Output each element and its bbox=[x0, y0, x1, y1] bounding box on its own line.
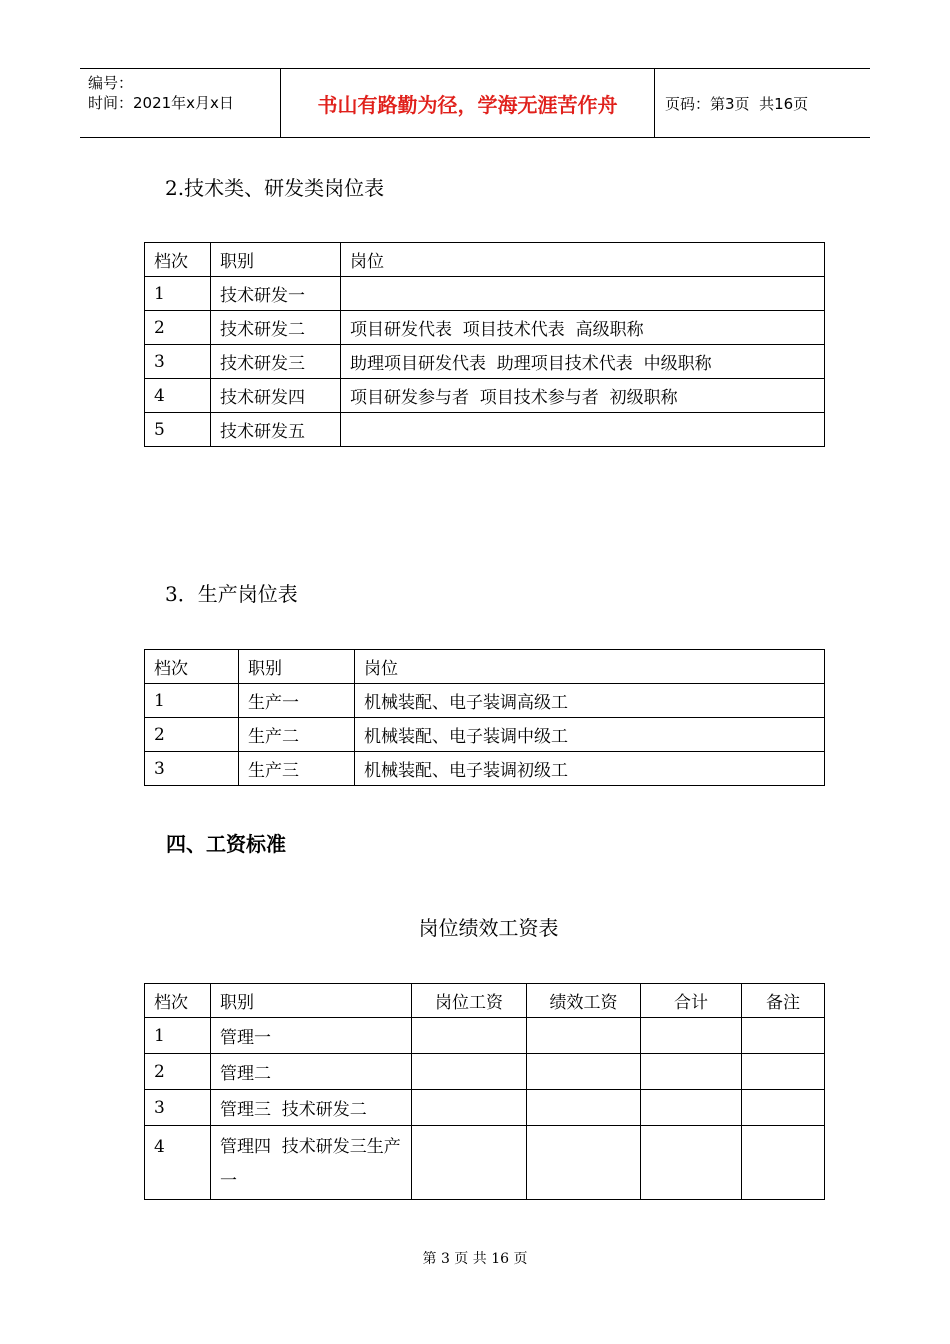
table-cell: 项目研发代表 项目技术代表 高级职称 bbox=[341, 311, 825, 345]
col-header: 备注 bbox=[742, 984, 825, 1018]
doc-number-label: 编号： bbox=[88, 74, 134, 92]
wage-section-heading: 四、工资标准 bbox=[166, 832, 286, 856]
table-cell: 机械装配、电子装调高级工 bbox=[355, 684, 825, 718]
table-row bbox=[145, 684, 825, 718]
tech-section-title: 2.技术类、研发类岗位表 bbox=[165, 176, 385, 200]
table-cell: 5 bbox=[145, 413, 211, 447]
table-cell bbox=[527, 1054, 641, 1090]
table-cell: 项目研发参与者 项目技术参与者 初级职称 bbox=[341, 379, 825, 413]
table-cell: 机械装配、电子装调初级工 bbox=[355, 752, 825, 786]
col-header: 档次 bbox=[145, 243, 211, 277]
col-header: 档次 bbox=[145, 984, 211, 1018]
header-page-label: 页码：第3页 共16页 bbox=[665, 94, 809, 113]
table-cell: 助理项目研发代表 助理项目技术代表 中级职称 bbox=[341, 345, 825, 379]
table-cell bbox=[527, 1126, 641, 1200]
table-cell bbox=[641, 1018, 742, 1054]
col-header: 合计 bbox=[641, 984, 742, 1018]
page-header bbox=[80, 68, 870, 138]
table-cell bbox=[742, 1054, 825, 1090]
doc-time-label: 时间：2021年x月x日 bbox=[88, 94, 234, 112]
table-cell: 技术研发一 bbox=[211, 277, 341, 311]
col-header: 职别 bbox=[211, 984, 412, 1018]
table-header-row bbox=[145, 243, 825, 277]
table-cell bbox=[742, 1090, 825, 1126]
table-row bbox=[145, 379, 825, 413]
col-header: 职别 bbox=[239, 650, 355, 684]
prod-position-table bbox=[144, 649, 825, 786]
tech-position-table bbox=[144, 242, 825, 447]
header-meta bbox=[80, 69, 281, 137]
table-cell: 3 bbox=[145, 752, 239, 786]
col-header: 岗位工资 bbox=[412, 984, 527, 1018]
table-cell: 3 bbox=[145, 345, 211, 379]
table-cell: 1 bbox=[145, 1018, 211, 1054]
table-row bbox=[145, 1054, 825, 1090]
table-cell bbox=[412, 1018, 527, 1054]
header-motto: 书山有路勤为径，学海无涯苦作舟 bbox=[281, 69, 655, 137]
col-header: 绩效工资 bbox=[527, 984, 641, 1018]
table-row bbox=[145, 413, 825, 447]
table-cell: 2 bbox=[145, 718, 239, 752]
col-header: 档次 bbox=[145, 650, 239, 684]
col-header: 岗位 bbox=[355, 650, 825, 684]
table-cell: 3 bbox=[145, 1090, 211, 1126]
table-cell: 管理三 技术研发二 bbox=[211, 1090, 412, 1126]
table-cell: 生产三 bbox=[239, 752, 355, 786]
table-row bbox=[145, 311, 825, 345]
table-cell: 技术研发三 bbox=[211, 345, 341, 379]
table-row bbox=[145, 752, 825, 786]
table-cell: 技术研发五 bbox=[211, 413, 341, 447]
table-cell bbox=[641, 1090, 742, 1126]
prod-section-title: 3．生产岗位表 bbox=[165, 582, 298, 606]
header-page-info bbox=[655, 69, 870, 137]
table-cell: 1 bbox=[145, 684, 239, 718]
table-row bbox=[145, 1126, 825, 1200]
table-row bbox=[145, 1090, 825, 1126]
table-cell: 生产一 bbox=[239, 684, 355, 718]
table-row bbox=[145, 345, 825, 379]
col-header: 职别 bbox=[211, 243, 341, 277]
table-row bbox=[145, 1018, 825, 1054]
table-cell: 管理一 bbox=[211, 1018, 412, 1054]
table-row bbox=[145, 718, 825, 752]
table-cell: 2 bbox=[145, 1054, 211, 1090]
table-cell: 4 bbox=[145, 1126, 211, 1200]
table-cell bbox=[412, 1054, 527, 1090]
table-cell: 管理四 技术研发三生产一 bbox=[211, 1126, 412, 1200]
table-cell bbox=[641, 1126, 742, 1200]
table-cell bbox=[341, 413, 825, 447]
table-cell bbox=[527, 1090, 641, 1126]
table-cell: 机械装配、电子装调中级工 bbox=[355, 718, 825, 752]
col-header: 岗位 bbox=[341, 243, 825, 277]
table-cell: 1 bbox=[145, 277, 211, 311]
table-cell bbox=[742, 1018, 825, 1054]
table-cell: 4 bbox=[145, 379, 211, 413]
table-cell bbox=[412, 1090, 527, 1126]
table-cell: 2 bbox=[145, 311, 211, 345]
table-cell bbox=[742, 1126, 825, 1200]
table-cell bbox=[527, 1018, 641, 1054]
page-footer: 第 3 页 共 16 页 bbox=[422, 1251, 528, 1267]
table-cell: 技术研发四 bbox=[211, 379, 341, 413]
table-cell: 管理二 bbox=[211, 1054, 412, 1090]
table-cell bbox=[412, 1126, 527, 1200]
table-header-row bbox=[145, 650, 825, 684]
wage-table-title: 岗位绩效工资表 bbox=[418, 916, 559, 940]
table-row bbox=[145, 277, 825, 311]
table-cell: 生产二 bbox=[239, 718, 355, 752]
table-cell: 技术研发二 bbox=[211, 311, 341, 345]
table-cell bbox=[341, 277, 825, 311]
table-header-row bbox=[145, 984, 825, 1018]
table-cell bbox=[641, 1054, 742, 1090]
wage-table bbox=[144, 983, 825, 1200]
